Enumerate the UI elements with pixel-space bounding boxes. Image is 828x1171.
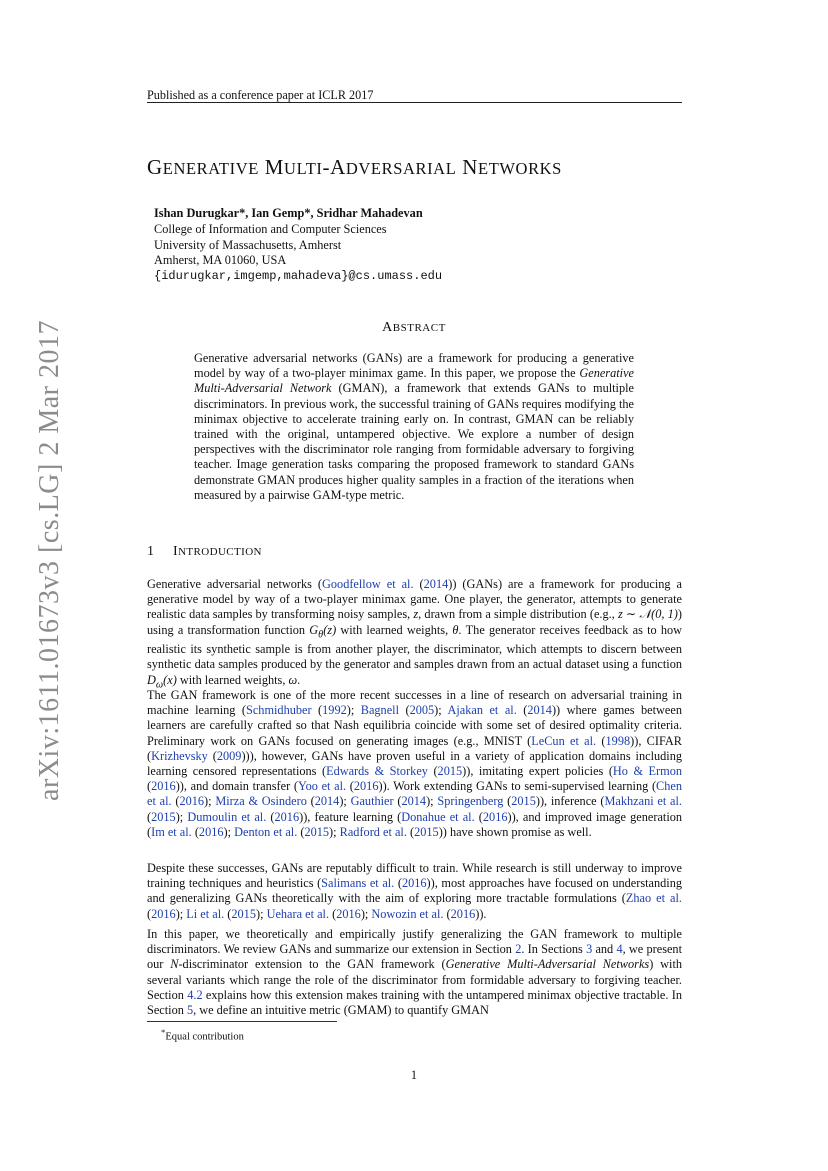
- math-inline: D: [147, 672, 156, 687]
- citation-link[interactable]: 2016: [336, 906, 361, 921]
- citation-link[interactable]: 2016: [179, 794, 205, 809]
- citation-link[interactable]: 2009: [216, 748, 242, 763]
- citation-link[interactable]: 2016: [274, 809, 300, 824]
- citation-link[interactable]: Gauthier: [350, 794, 394, 809]
- citation-link[interactable]: 2016: [482, 809, 508, 824]
- paragraph-2: The GAN framework is one of the more recent successes in a line of research on adversarial training in machine learning (Schmidhuber (1992); Bagnell (2005); Ajakan et al. (2014)) where games between learners are carefully crafted so that Nash equilibria coincide with some set of desired optimality criteria. Preliminary work on GANs focused on generating images (e.g., MNIST (LeCun et al. (1998)), CIFAR (Krizhevsky (2009))), however, GANs have proven useful in a variety of application domains including learning censored representations (Edwards & Storkey (2015)), imitating expert policies (Ho & Ermon (2016)), and domain transfer (Yoo et al. (2016)). Work extending GANs to semi-supervised learning (Chen et al. (2016); Mirza & Osindero (2014); Gauthier (2014); Springenberg (2015)), inference (Makhzani et al. (2015); Dumoulin et al. (2016)), feature learning (Donahue et al. (2016)), and improved image generation (Im et al. (2016); Denton et al. (2015); Radford et al. (2015)) have shown promise as well.: [147, 688, 683, 839]
- citation-link[interactable]: 2015: [437, 764, 463, 779]
- citation-link[interactable]: Im et al.: [151, 824, 192, 839]
- section-ref-link[interactable]: 3: [586, 942, 593, 957]
- citation-link[interactable]: 2014: [401, 794, 427, 809]
- citation-link[interactable]: 2016: [151, 779, 176, 794]
- arxiv-identifier-text: arXiv:1611.01673v3 [cs.LG] 2 Mar 2017: [34, 320, 65, 801]
- citation-link[interactable]: Makhzani et al.: [604, 794, 682, 809]
- math-inline: G: [309, 622, 319, 637]
- math-inline: z ∼ 𝒩(0, 1): [617, 607, 678, 622]
- citation-link[interactable]: Salimans et al.: [321, 876, 395, 891]
- emphasis: Generative Multi-Adversarial Networks: [445, 957, 650, 972]
- citation-link[interactable]: 2015: [304, 824, 330, 839]
- running-header: Published as a conference paper at ICLR 2017: [147, 88, 374, 102]
- paragraph-4: In this paper, we theoretically and empirically justify generalizing the GAN framework to multiple discriminators. We review GANs and summarize our extension in Section 2. In Sections 3 and 4, we present our N-discriminator extension to the GAN framework (Generative Multi-Adversarial Networks) with several variants which range the role of the discriminator from formidable adversary to forgiving teacher. Section 4.2 explains how this extension makes training with the untampered minimax objective tractable. In Section 5, we define an intuitive metric (GMAM) to quantify GMAN: [147, 927, 683, 1018]
- affiliation-line-1: College of Information and Computer Sciences: [154, 221, 387, 236]
- citation-link[interactable]: 2005: [409, 703, 435, 718]
- citation-link[interactable]: LeCun et al.: [531, 733, 597, 748]
- section-ref-link[interactable]: 5: [186, 1003, 194, 1018]
- citation-link[interactable]: 2015: [231, 906, 256, 921]
- citation-link[interactable]: Goodfellow et al.: [322, 577, 414, 591]
- header-rule: [147, 102, 682, 103]
- paragraph-3: Despite these successes, GANs are reputably difficult to train. While research is still underway to improve training techniques and heuristics (Salimans et al. (2016)), most approaches have focused on understanding and generalizing GANs theoretically with the aim of exploring more tractable formulations (Zhao et al. (2016); Li et al. (2015); Uehara et al. (2016); Nowozin et al. (2016)).: [147, 861, 682, 921]
- author-emails: {idurugkar,imgemp,mahadeva}@cs.umass.edu: [154, 269, 443, 284]
- section-heading-introduction: 1 INTRODUCTION: [147, 544, 262, 559]
- section-ref-link[interactable]: 4: [616, 942, 623, 957]
- section-ref-link[interactable]: 2: [515, 942, 522, 957]
- citation-link[interactable]: Yoo et al.: [297, 779, 347, 794]
- citation-link[interactable]: 1998: [605, 733, 631, 748]
- citation-link[interactable]: 2016: [401, 876, 427, 891]
- citation-link[interactable]: 2016: [198, 824, 224, 839]
- author-names: Ishan Durugkar*, Ian Gemp*, Sridhar Mahadevan: [154, 206, 423, 220]
- citation-link[interactable]: 2015: [511, 794, 536, 809]
- affiliation-line-3: Amherst, MA 01060, USA: [154, 253, 287, 268]
- footnote-rule: [147, 1021, 337, 1022]
- citation-link[interactable]: 2016: [151, 906, 176, 921]
- citation-link[interactable]: Nowozin et al.: [371, 906, 444, 921]
- citation-link[interactable]: 2014: [423, 577, 449, 591]
- citation-link[interactable]: 2016: [353, 779, 379, 794]
- footnote-text: Equal contribution: [165, 1031, 244, 1043]
- abstract-heading: ABSTRACT: [382, 320, 446, 335]
- citation-link[interactable]: 1992: [322, 703, 347, 718]
- abstract-body: Generative adversarial networks (GANs) are a framework for producing a generative model by way of a two-player minimax game. In this paper, we propose the Generative Multi-Adversarial Network (GMAN), a framework that extends GANs to multiple discriminators. In previous work, the successful training of GANs requires modifying the minimax objective to accelerate training early on. In contrast, GMAN can be reliably trained with the original, untampered objective. We explore a number of design perspectives with the discriminator role ranging from formidable adversary to forgiving teacher. Image generation tasks comparing the proposed framework to standard GANs demonstrate GMAN produces higher quality samples in a fraction of the iterations when measured by a pairwise GAM-type metric.: [194, 351, 634, 502]
- citation-link[interactable]: Schmidhuber: [246, 703, 312, 718]
- paper-title: GENERATIVE MULTI-ADVERSARIAL NETWORKS: [147, 155, 562, 179]
- page-number: 1: [410, 1068, 418, 1082]
- author-block: [154, 206, 442, 285]
- citation-link[interactable]: Ajakan et al.: [447, 703, 517, 718]
- citation-link[interactable]: Dumoulin et al.: [187, 809, 267, 824]
- citation-link[interactable]: Springenberg: [437, 794, 504, 809]
- citation-link[interactable]: 2015: [414, 824, 439, 839]
- citation-link[interactable]: Donahue et al.: [401, 809, 475, 824]
- citation-link[interactable]: Ho & Ermon: [612, 764, 683, 779]
- section-ref-link[interactable]: 4.2: [187, 987, 203, 1002]
- citation-link[interactable]: Edwards & Storkey: [326, 764, 428, 779]
- citation-link[interactable]: Li et al.: [186, 906, 225, 921]
- citation-link[interactable]: 2014: [527, 703, 552, 718]
- citation-link[interactable]: Zhao et al.: [625, 891, 682, 906]
- abstract-emphasis: Generative Multi-Adversarial Network: [194, 366, 634, 396]
- citation-link[interactable]: Denton et al.: [234, 824, 298, 839]
- footnote-mark: *: [161, 1027, 166, 1037]
- citation-link[interactable]: Uehara et al.: [266, 906, 330, 921]
- citation-link[interactable]: Radford et al.: [339, 824, 407, 839]
- paragraph-1: Generative adversarial networks (Goodfellow et al. (2014)) (GANs) are a framework for producing a generative model by way of a two-player minimax game. One player, the generator, attempts to generate realistic data samples by transforming noisy samples, z, drawn from a simple distribution (e.g., z ∼ 𝒩(0, 1)) using a transformation function $G_\theta(z)$ with learned weights, θ. The generator receives feedback as to how realistic its synthetic sample is from another player, the discriminator, which attempts to discern between synthetic data samples produced by the generator and samples drawn from an actual dataset using a function $D_\omega(x)$ with learned weights, ω.: [147, 577, 683, 691]
- citation-link[interactable]: Mirza & Osindero: [215, 794, 307, 809]
- citation-link[interactable]: 2015: [151, 809, 176, 824]
- citation-link[interactable]: 2016: [450, 906, 476, 921]
- citation-link[interactable]: 2014: [314, 794, 340, 809]
- citation-link[interactable]: Chen et al.: [147, 779, 683, 809]
- affiliation-line-2: University of Massachusetts, Amherst: [154, 237, 342, 252]
- citation-link[interactable]: Bagnell: [360, 703, 399, 718]
- footnote: [161, 1027, 244, 1043]
- citation-link[interactable]: Krizhevsky: [151, 748, 208, 763]
